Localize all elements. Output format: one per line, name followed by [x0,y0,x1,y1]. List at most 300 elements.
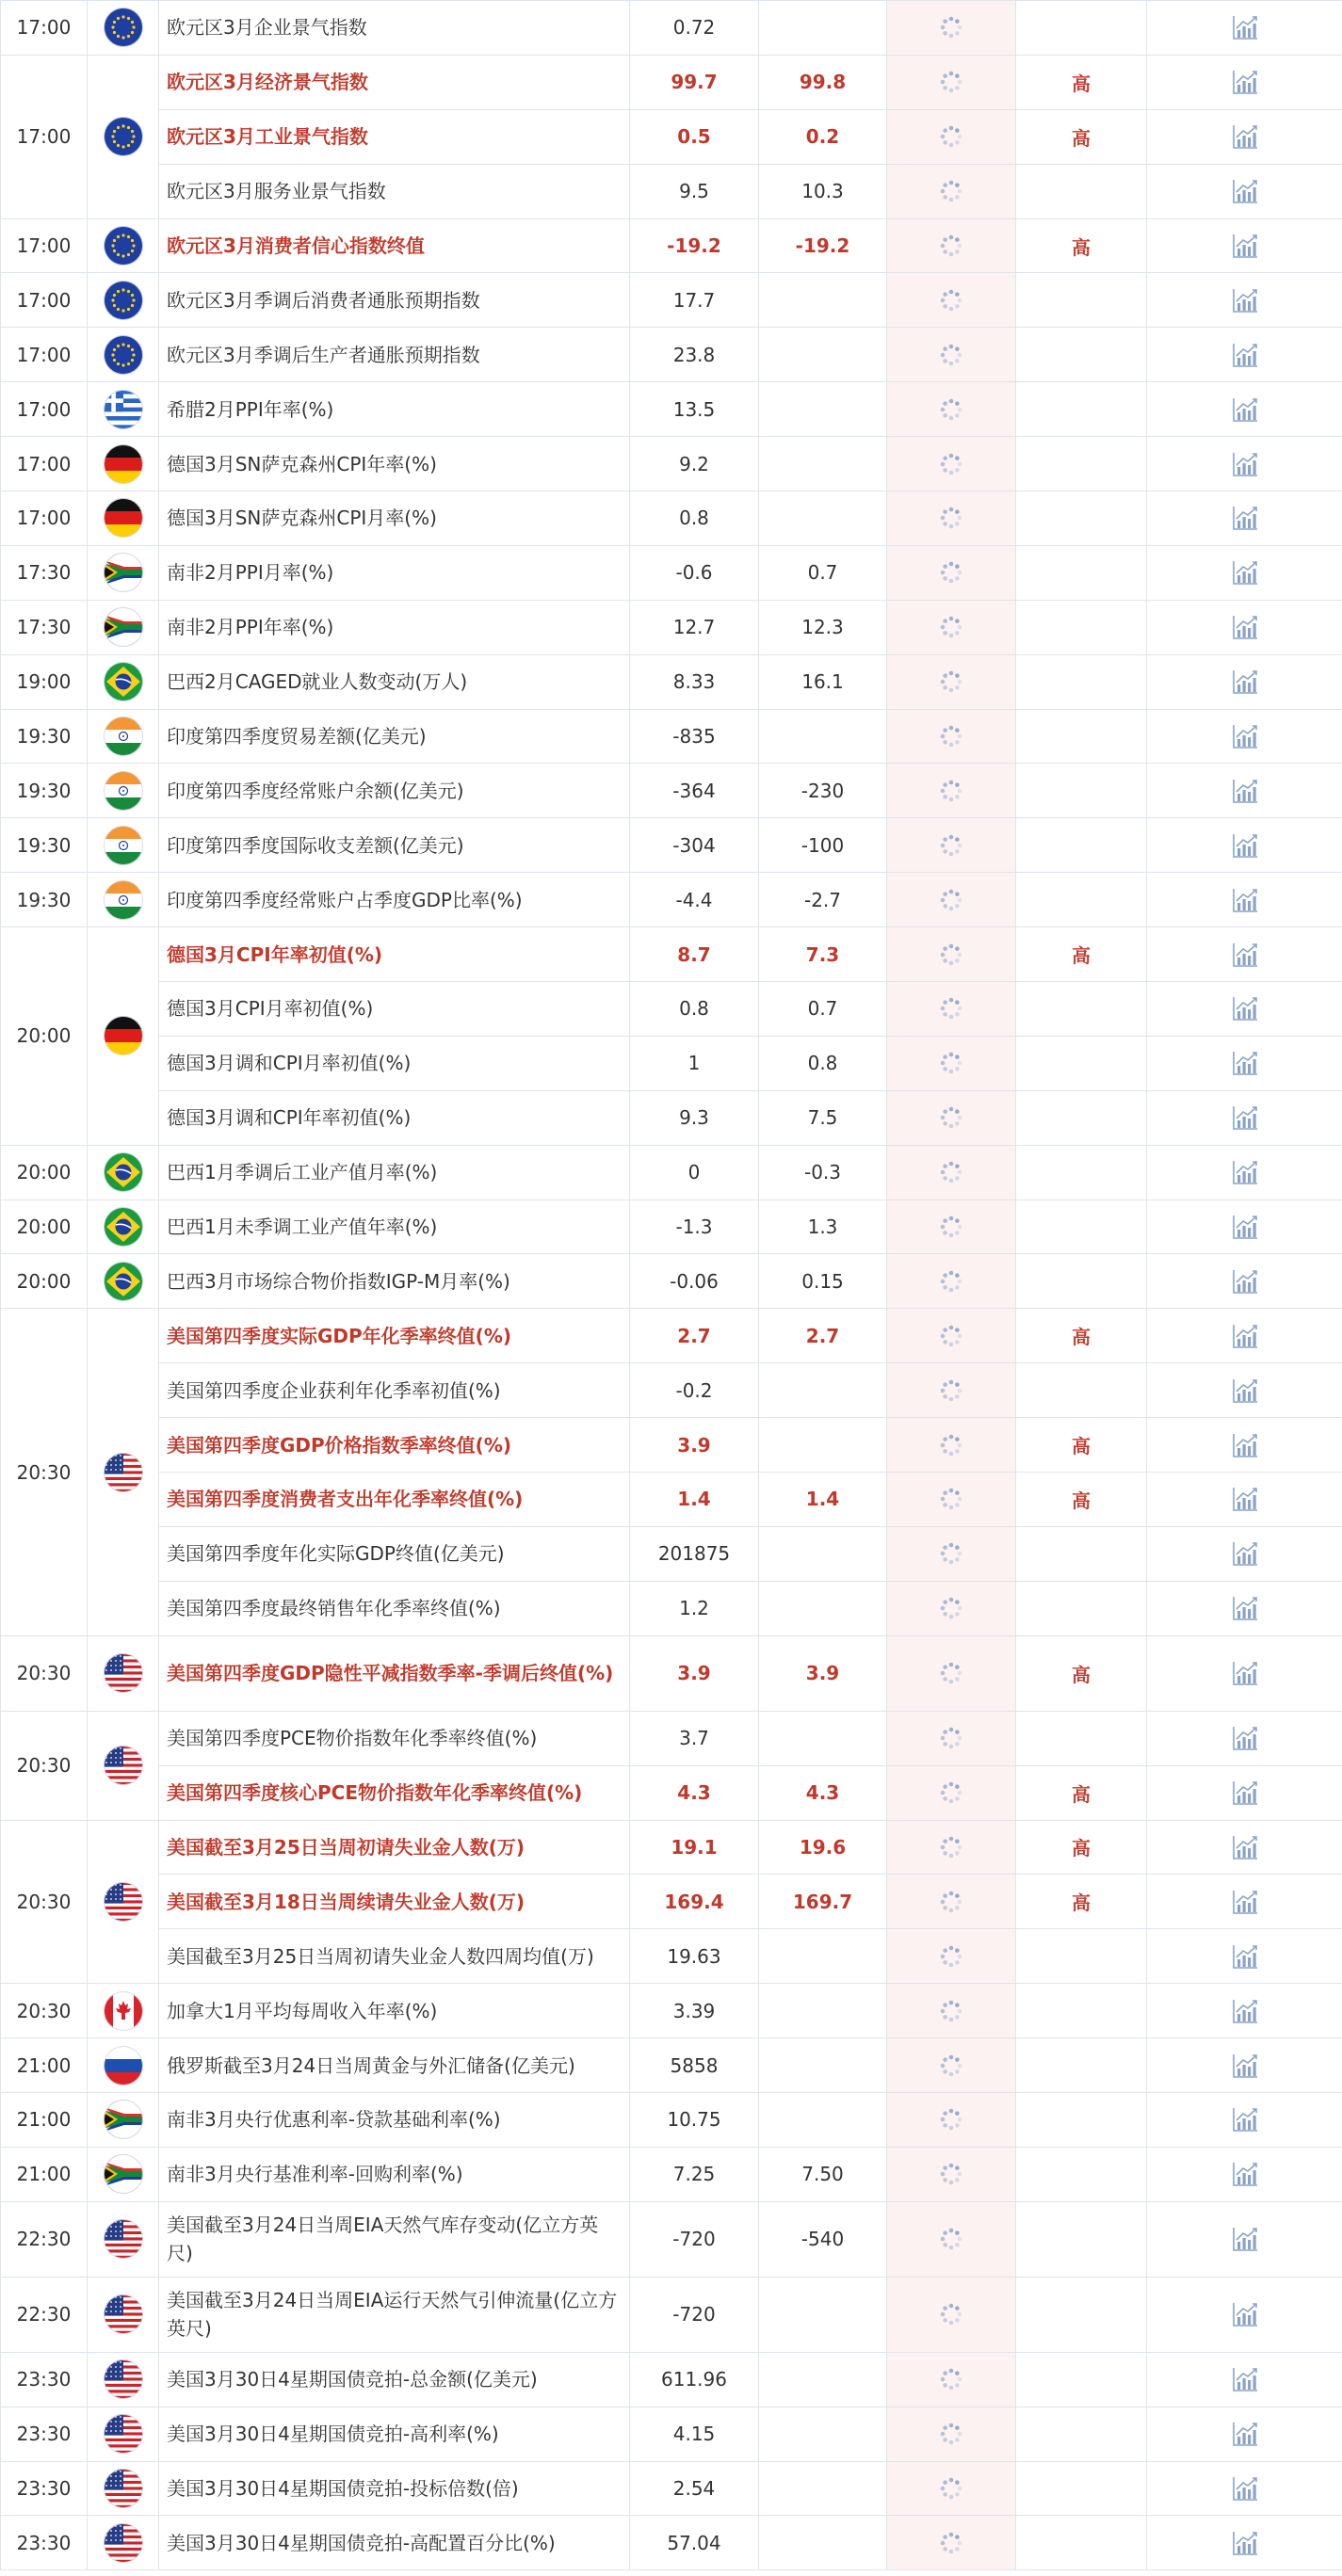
previous-value: 1 [630,1036,759,1090]
chart-icon[interactable] [1231,994,1259,1022]
eu-flag-icon [104,8,143,47]
event-row [1,1,1342,56]
chart-link[interactable] [1147,2038,1342,2093]
chart-link[interactable] [1147,1820,1342,1875]
forecast-value: 0.2 [759,109,887,164]
importance-badge [1016,1090,1147,1145]
chart-icon[interactable] [1231,177,1259,205]
eu-flag-icon [104,117,143,156]
event-name: 美国截至3月25日当周初请失业金人数(万) [159,1820,630,1875]
chart-icon[interactable] [1231,941,1259,969]
chart-icon[interactable] [1231,886,1259,914]
chart-icon[interactable] [1231,1322,1259,1350]
country-flag-icon [88,2407,159,2461]
event-time: 20:30 [1,1635,88,1711]
loading-spinner-icon [937,1833,965,1861]
chart-icon[interactable] [1231,1049,1259,1077]
chart-icon[interactable] [1231,1377,1259,1405]
actual-value-loading [887,2201,1016,2277]
event-row [1,1929,1342,1984]
importance-badge [1016,600,1147,654]
event-row [1,2201,1342,2277]
importance-badge [1016,1526,1147,1581]
loading-spinner-icon [937,2105,965,2133]
importance-badge: 高 [1016,218,1147,273]
event-name: 德国3月调和CPI年率初值(%) [159,1090,630,1145]
event-name: 美国第四季度实际GDP年化季率终值(%) [159,1309,630,1363]
event-name: 德国3月SN萨克森州CPI年率(%) [159,437,630,491]
country-flag-icon [88,873,159,927]
chart-link[interactable] [1147,2277,1342,2352]
za-flag-icon [104,2100,143,2139]
chart-link[interactable] [1147,2352,1342,2407]
chart-link[interactable] [1147,1363,1342,1418]
event-row [1,55,1342,109]
us-flag-icon [104,2294,143,2334]
eu-flag-icon [104,335,143,375]
chart-link[interactable] [1147,1090,1342,1145]
chart-icon[interactable] [1231,395,1259,424]
chart-link[interactable] [1147,1635,1342,1711]
event-time: 23:30 [1,2516,88,2570]
chart-link[interactable] [1147,873,1342,927]
previous-value: 12.7 [630,600,759,654]
event-name: 美国第四季度PCE物价指数年化季率终值(%) [159,1711,630,1765]
eu-flag-icon [104,226,143,266]
forecast-value [759,2038,887,2093]
actual-value-loading [887,1145,1016,1199]
chart-icon[interactable] [1231,831,1259,860]
br-flag-icon [104,1152,143,1192]
country-flag-icon [88,545,159,600]
previous-value: 13.5 [630,382,759,437]
event-time: 19:30 [1,764,88,818]
event-time: 19:30 [1,818,88,873]
chart-icon[interactable] [1231,1659,1259,1687]
chart-link[interactable] [1147,1199,1342,1254]
chart-icon[interactable] [1231,2529,1259,2557]
forecast-value [759,1363,887,1418]
event-name: 德国3月调和CPI月率初值(%) [159,1036,630,1090]
event-name: 美国第四季度最终销售年化季率终值(%) [159,1581,630,1635]
event-name: 美国第四季度消费者支出年化季率终值(%) [159,1473,630,1527]
loading-spinner-icon [937,68,965,96]
event-time: 17:00 [1,491,88,546]
country-flag-icon [88,382,159,437]
country-flag-icon [88,1984,159,2038]
event-row [1,1765,1342,1820]
chart-icon[interactable] [1231,722,1259,750]
importance-badge: 高 [1016,1309,1147,1363]
chart-link[interactable] [1147,218,1342,273]
previous-value: -0.6 [630,545,759,600]
event-row [1,1036,1342,1090]
chart-icon[interactable] [1231,1267,1259,1296]
country-flag-icon [88,273,159,328]
importance-badge [1016,1363,1147,1418]
chart-link[interactable] [1147,1145,1342,1199]
event-name: 美国截至3月24日当周EIA运行天然气引伸流量(亿立方英尺) [159,2277,630,2352]
chart-icon[interactable] [1231,68,1259,96]
chart-icon[interactable] [1231,613,1259,641]
event-time: 20:30 [1,1984,88,2038]
chart-icon[interactable] [1231,2105,1259,2133]
chart-icon[interactable] [1231,1539,1259,1568]
forecast-value: 7.5 [759,1090,887,1145]
event-row [1,2092,1342,2147]
chart-icon[interactable] [1231,2052,1259,2080]
previous-value: 169.4 [630,1875,759,1929]
actual-value-loading [887,1984,1016,2038]
actual-value-loading [887,164,1016,218]
actual-value-loading [887,709,1016,764]
chart-link[interactable] [1147,764,1342,818]
event-name: 希腊2月PPI年率(%) [159,382,630,437]
event-name: 欧元区3月季调后生产者通胀预期指数 [159,328,630,382]
loading-spinner-icon [937,1724,965,1752]
event-row [1,600,1342,654]
event-name: 欧元区3月季调后消费者通胀预期指数 [159,273,630,328]
event-time: 19:30 [1,709,88,764]
event-name: 南非3月央行基准利率-回购利率(%) [159,2147,630,2201]
chart-link[interactable] [1147,1,1342,56]
chart-link[interactable] [1147,600,1342,654]
chart-icon[interactable] [1231,232,1259,260]
loading-spinner-icon [937,994,965,1022]
chart-link[interactable] [1147,1984,1342,2038]
forecast-value: 10.3 [759,164,887,218]
chart-link[interactable] [1147,1036,1342,1090]
us-flag-icon [104,1746,143,1785]
chart-link[interactable] [1147,437,1342,491]
event-time: 23:30 [1,2352,88,2407]
chart-icon[interactable] [1231,1888,1259,1916]
us-flag-icon [104,2359,143,2399]
country-flag-icon [88,654,159,709]
event-time: 17:00 [1,328,88,382]
chart-icon[interactable] [1231,122,1259,151]
forecast-value [759,273,887,328]
event-name: 俄罗斯截至3月24日当周黄金与外汇储备(亿美元) [159,2038,630,2093]
chart-link[interactable] [1147,273,1342,328]
country-flag-icon [88,328,159,382]
chart-icon[interactable] [1231,558,1259,587]
importance-badge: 高 [1016,55,1147,109]
event-time: 20:00 [1,1199,88,1254]
chart-link[interactable] [1147,1254,1342,1309]
event-row [1,2147,1342,2201]
actual-value-loading [887,1581,1016,1635]
event-name: 美国第四季度年化实际GDP终值(亿美元) [159,1526,630,1581]
event-row [1,273,1342,328]
chart-icon[interactable] [1231,668,1259,696]
chart-icon[interactable] [1231,1213,1259,1241]
us-flag-icon [104,1653,143,1693]
forecast-value [759,491,887,546]
event-row [1,545,1342,600]
forecast-value [759,2407,887,2461]
eu-flag-icon [104,281,143,320]
forecast-value [759,2516,887,2570]
chart-link[interactable] [1147,2407,1342,2461]
previous-value: 201875 [630,1526,759,1581]
forecast-value: 7.50 [759,2147,887,2201]
importance-badge [1016,328,1147,382]
country-flag-icon [88,2092,159,2147]
event-row [1,1254,1342,1309]
chart-link[interactable] [1147,55,1342,109]
loading-spinner-icon [937,777,965,805]
event-name: 美国3月30日4星期国债竞拍-高利率(%) [159,2407,630,2461]
event-name: 美国截至3月18日当周续请失业金人数(万) [159,1875,630,1929]
forecast-value [759,1711,887,1765]
loading-spinner-icon [937,2529,965,2557]
previous-value: 3.39 [630,1984,759,2038]
chart-link[interactable] [1147,2461,1342,2516]
chart-link[interactable] [1147,328,1342,382]
actual-value-loading [887,437,1016,491]
event-row [1,1526,1342,1581]
actual-value-loading [887,109,1016,164]
loading-spinner-icon [937,1539,965,1568]
importance-badge [1016,2038,1147,2093]
forecast-value: 0.8 [759,1036,887,1090]
chart-link[interactable] [1147,2147,1342,2201]
event-time: 17:00 [1,55,88,218]
actual-value-loading [887,2147,1016,2201]
ca-flag-icon [104,1991,143,2031]
previous-value: 9.2 [630,437,759,491]
za-flag-icon [104,2154,143,2194]
chart-link[interactable] [1147,164,1342,218]
importance-badge [1016,1036,1147,1090]
chart-link[interactable] [1147,654,1342,709]
chart-link[interactable] [1147,818,1342,873]
event-row [1,1581,1342,1635]
event-name: 德国3月CPI年率初值(%) [159,927,630,982]
chart-icon[interactable] [1231,1997,1259,2025]
chart-icon[interactable] [1231,1724,1259,1752]
importance-badge [1016,764,1147,818]
previous-value: 0 [630,1145,759,1199]
chart-icon[interactable] [1231,1485,1259,1513]
chart-icon[interactable] [1231,2474,1259,2503]
importance-badge [1016,1,1147,56]
country-flag-icon [88,2516,159,2570]
forecast-value [759,1,887,56]
actual-value-loading [887,2038,1016,2093]
event-row [1,164,1342,218]
event-name: 欧元区3月企业景气指数 [159,1,630,56]
event-row [1,1309,1342,1363]
loading-spinner-icon [937,2474,965,2503]
chart-icon[interactable] [1231,1431,1259,1459]
chart-link[interactable] [1147,1765,1342,1820]
actual-value-loading [887,1635,1016,1711]
chart-icon[interactable] [1231,1779,1259,1807]
actual-value-loading [887,1036,1016,1090]
za-flag-icon [104,553,143,592]
chart-link[interactable] [1147,1309,1342,1363]
event-row [1,982,1342,1037]
chart-icon[interactable] [1231,13,1259,41]
loading-spinner-icon [937,286,965,314]
importance-badge [1016,1711,1147,1765]
loading-spinner-icon [937,941,965,969]
forecast-value: -2.7 [759,873,887,927]
event-time: 21:00 [1,2092,88,2147]
actual-value-loading [887,982,1016,1037]
actual-value-loading [887,1090,1016,1145]
previous-value: -1.3 [630,1199,759,1254]
actual-value-loading [887,2516,1016,2570]
chart-icon[interactable] [1231,1833,1259,1861]
loading-spinner-icon [937,2365,965,2393]
chart-link[interactable] [1147,1929,1342,1984]
actual-value-loading [887,218,1016,273]
br-flag-icon [104,1207,143,1247]
chart-link[interactable] [1147,2201,1342,2277]
chart-icon[interactable] [1231,1103,1259,1132]
chart-icon[interactable] [1231,2420,1259,2448]
previous-value: 19.63 [630,1929,759,1984]
previous-value: 9.5 [630,164,759,218]
loading-spinner-icon [937,1377,965,1405]
forecast-value [759,1929,887,1984]
previous-value: -4.4 [630,873,759,927]
importance-badge [1016,2147,1147,2201]
us-flag-icon [104,2523,143,2563]
event-row [1,491,1342,546]
event-row [1,218,1342,273]
previous-value: -364 [630,764,759,818]
country-flag-icon [88,491,159,546]
event-time: 19:30 [1,873,88,927]
previous-value: 23.8 [630,328,759,382]
importance-badge: 高 [1016,1765,1147,1820]
event-name: 美国3月30日4星期国债竞拍-投标倍数(倍) [159,2461,630,2516]
forecast-value: -230 [759,764,887,818]
de-flag-icon [104,1016,143,1055]
importance-badge [1016,491,1147,546]
chart-icon[interactable] [1231,777,1259,805]
importance-badge [1016,2352,1147,2407]
chart-link[interactable] [1147,1711,1342,1765]
actual-value-loading [887,382,1016,437]
chart-icon[interactable] [1231,1158,1259,1186]
actual-value-loading [887,1363,1016,1418]
event-name: 加拿大1月平均每周收入年率(%) [159,1984,630,2038]
chart-link[interactable] [1147,545,1342,600]
country-flag-icon [88,709,159,764]
country-flag-icon [88,218,159,273]
forecast-value: 7.3 [759,927,887,982]
chart-icon[interactable] [1231,2160,1259,2188]
forecast-value [759,1418,887,1473]
event-name: 美国3月30日4星期国债竞拍-总金额(亿美元) [159,2352,630,2407]
forecast-value: 0.15 [759,1254,887,1309]
chart-link[interactable] [1147,1875,1342,1929]
actual-value-loading [887,1765,1016,1820]
chart-icon[interactable] [1231,2225,1259,2253]
forecast-value [759,2352,887,2407]
event-time: 17:00 [1,273,88,328]
chart-icon[interactable] [1231,2300,1259,2328]
forecast-value: 0.7 [759,545,887,600]
previous-value: 19.1 [630,1820,759,1875]
event-name: 南非2月PPI月率(%) [159,545,630,600]
chart-icon[interactable] [1231,286,1259,314]
loading-spinner-icon [937,1997,965,2025]
in-flag-icon [104,826,143,865]
actual-value-loading [887,2461,1016,2516]
us-flag-icon [104,1882,143,1922]
chart-link[interactable] [1147,1581,1342,1635]
chart-link[interactable] [1147,927,1342,982]
importance-badge [1016,654,1147,709]
forecast-value: 99.8 [759,55,887,109]
chart-icon[interactable] [1231,1594,1259,1622]
actual-value-loading [887,491,1016,546]
chart-link[interactable] [1147,2092,1342,2147]
chart-icon[interactable] [1231,1942,1259,1971]
chart-link[interactable] [1147,1418,1342,1473]
previous-value: -835 [630,709,759,764]
event-row [1,328,1342,382]
loading-spinner-icon [937,1485,965,1513]
chart-link[interactable] [1147,382,1342,437]
forecast-value [759,437,887,491]
forecast-value [759,2277,887,2352]
chart-icon[interactable] [1231,504,1259,532]
country-flag-icon [88,818,159,873]
event-time: 20:00 [1,927,88,1146]
loading-spinner-icon [937,1942,965,1971]
chart-link[interactable] [1147,2516,1342,2570]
actual-value-loading [887,927,1016,982]
event-row [1,2407,1342,2461]
previous-value: 3.7 [630,1711,759,1765]
chart-link[interactable] [1147,491,1342,546]
event-row [1,1145,1342,1199]
chart-link[interactable] [1147,1473,1342,1527]
forecast-value [759,1984,887,2038]
previous-value: 99.7 [630,55,759,109]
importance-badge [1016,2461,1147,2516]
chart-icon[interactable] [1231,2365,1259,2393]
chart-link[interactable] [1147,109,1342,164]
previous-value: 1.2 [630,1581,759,1635]
importance-badge [1016,545,1147,600]
chart-icon[interactable] [1231,341,1259,369]
previous-value: 17.7 [630,273,759,328]
previous-value: 5858 [630,2038,759,2093]
importance-badge [1016,2407,1147,2461]
chart-icon[interactable] [1231,450,1259,478]
loading-spinner-icon [937,1267,965,1296]
chart-link[interactable] [1147,709,1342,764]
actual-value-loading [887,1473,1016,1527]
event-name: 南非3月央行优惠利率-贷款基础利率(%) [159,2092,630,2147]
chart-link[interactable] [1147,1526,1342,1581]
loading-spinner-icon [937,668,965,696]
chart-link[interactable] [1147,982,1342,1037]
event-name: 欧元区3月服务业景气指数 [159,164,630,218]
event-time: 20:00 [1,1254,88,1309]
importance-badge [1016,1984,1147,2038]
event-row [1,109,1342,164]
previous-value: -304 [630,818,759,873]
